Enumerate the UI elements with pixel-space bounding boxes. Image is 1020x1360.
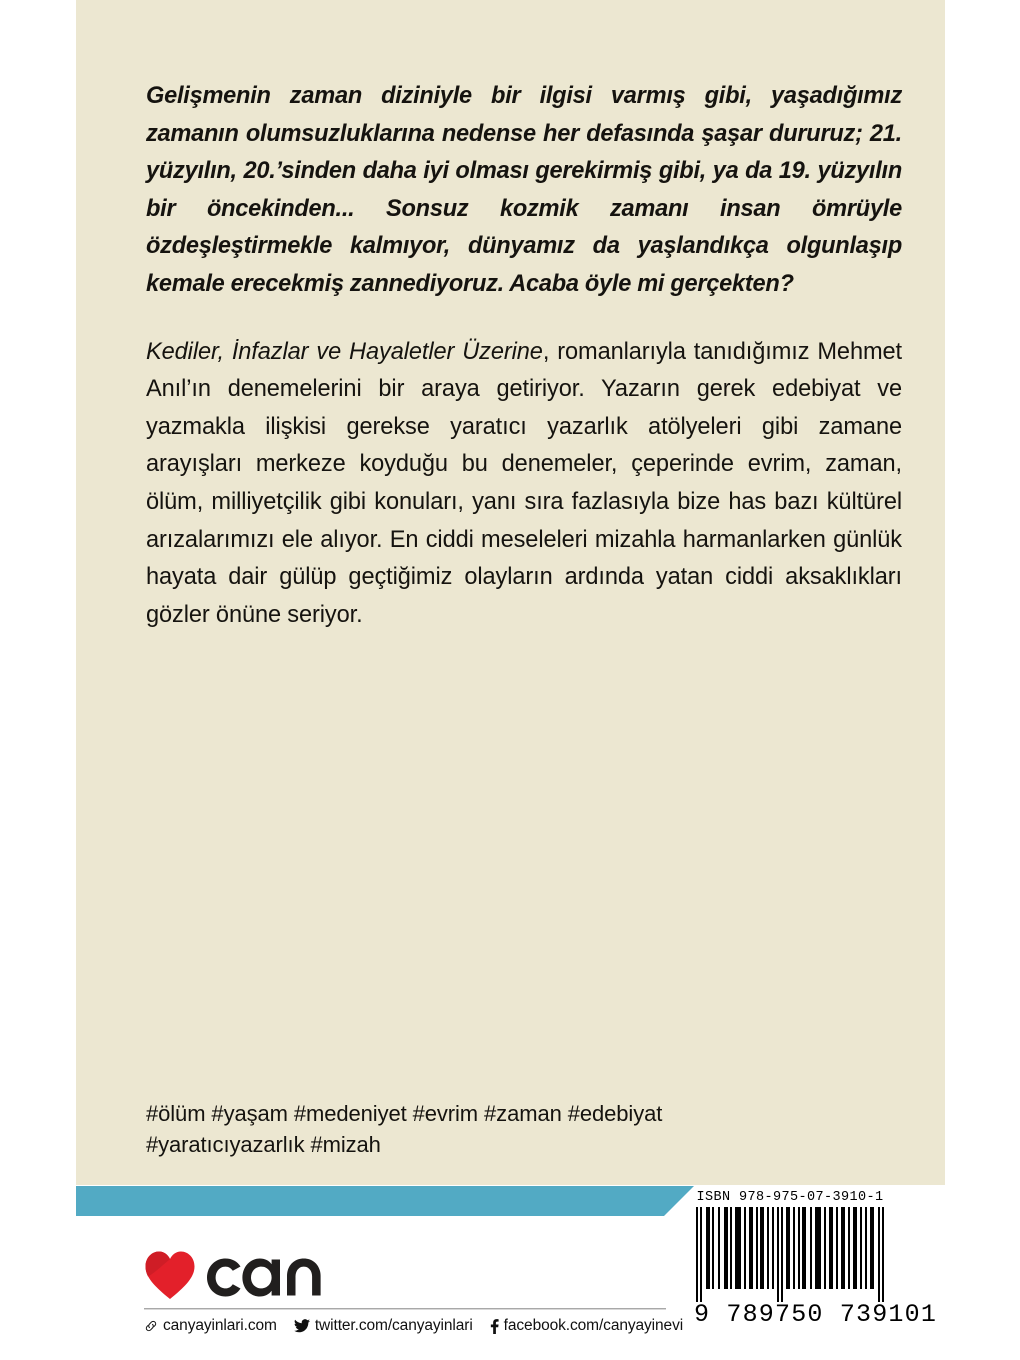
twitter-icon [294,1319,310,1333]
social-link-twitter-label: twitter.com/canyayinlari [314,1317,473,1334]
social-link-facebook[interactable] [490,1317,683,1335]
barcode-bars [694,1207,886,1302]
social-link-facebook-label: facebook.com/canyayinevi [503,1317,684,1334]
social-link-twitter[interactable] [294,1317,473,1335]
publisher-wordmark [198,1242,346,1300]
publisher-block [144,1236,684,1335]
hashtag-list [146,1098,886,1160]
hashtag-line-1: #ölüm #yaşam #medeniyet #evrim #zaman #edebiyat [146,1101,663,1126]
isbn-label: ISBN 978-975-07-3910-1 [696,1190,884,1205]
facebook-icon [490,1319,499,1334]
ean-digits: 9 789750 739101 [694,1300,938,1329]
hashtag-line-2: #yaratıcıyazarlık #mizah [146,1132,381,1157]
social-link-website-label: canyayinlari.com [163,1317,277,1334]
barcode-block [694,1190,938,1329]
blurb-text-block [146,78,902,634]
heart-icon [144,1250,196,1300]
body-paragraph [146,334,902,635]
publisher-logo [144,1236,669,1300]
book-title-italic: Kediler, İnfazlar ve Hayaletler Üzerine [146,338,543,365]
link-icon [144,1319,158,1333]
accent-banner [76,1186,694,1216]
body-paragraph-rest: , romanlarıyla tanıdığımız Mehmet Anıl’ın denemelerini bir araya getiriyor. Yazarın gerek edebiyat ve yazmakla ilişkisi gerekse yaratıcı yazarlık atölyeleri gibi zamane arayışları merkeze koyduğu bu denemeler, çeperinde evrim, zaman, ölüm, milliyetçilik gibi konuları, yanı sıra fazlasıyla bize has bazı kültürel arızalarımızı ele alıyor. En ciddi meseleleri mizahla harmanlarken günlük hayata dair gülüp geçtiğimiz olayların ardında yatan ciddi aksaklıkları gözler önüne seriyor. [146,338,902,628]
social-links [144,1317,684,1335]
publisher-divider [144,1307,666,1310]
social-link-website[interactable] [144,1317,277,1335]
lead-paragraph: Gelişmenin zaman diziniyle bir ilgisi varmış gibi, yaşadığımız zamanın olumsuzluklarına nedense her defasında şaşar dururuz; 21. yüzyılın, 20.’sinden daha iyi olması gerekirmiş gibi, ya da 19. yüzyılın bir öncekinden... Sonsuz kozmik zamanı insan ömrüyle özdeşleştirmekle kalmıyor, dünyamız da yaşlandıkça olgunlaşıp kemale erecekmiş zannediyoruz. Acaba öyle mi gerçekten? [146,83,902,297]
